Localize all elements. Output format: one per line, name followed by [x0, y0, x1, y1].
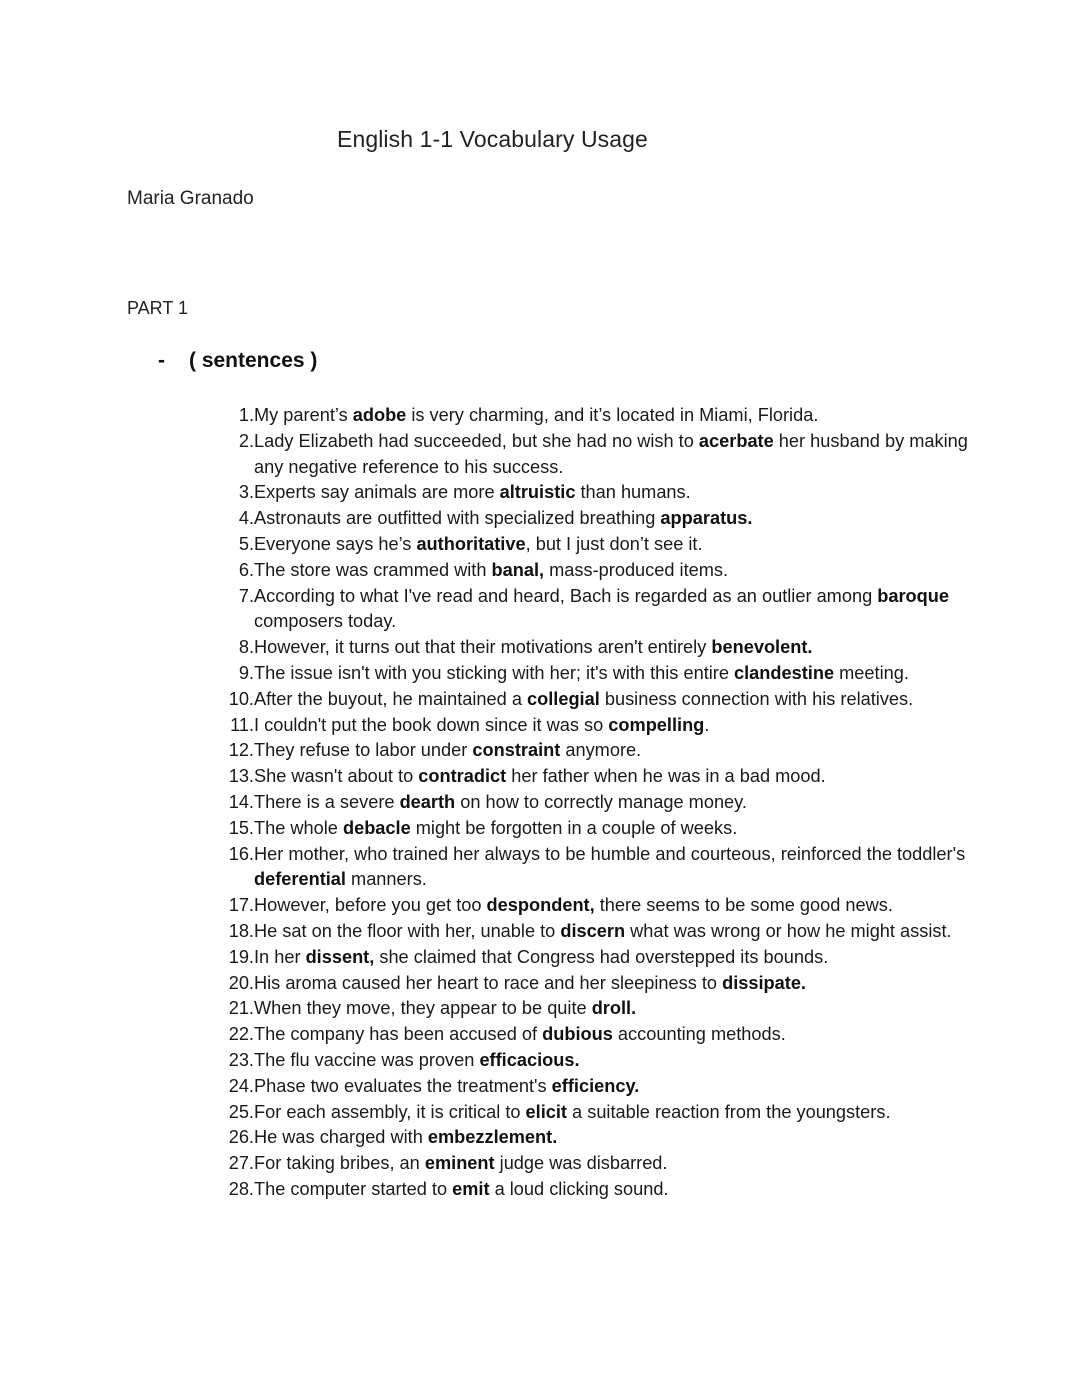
sentence-item	[216, 506, 976, 532]
sentence-text	[254, 893, 976, 919]
sentence-item	[216, 1125, 976, 1151]
sentence-pre: The issue isn't with you sticking with her; it's with this entire	[254, 662, 735, 683]
sentence-item	[216, 764, 976, 790]
sentence-number	[216, 1100, 254, 1126]
sentence-text	[254, 558, 976, 584]
sentence-number-text: 1.	[238, 405, 254, 425]
sentence-item	[216, 403, 976, 429]
sentence-number-text: 4.	[238, 508, 254, 529]
sentence-pre: My parent’s	[254, 405, 353, 425]
sentence-item	[216, 1074, 976, 1100]
sentence-item	[216, 945, 976, 971]
sentence-item	[216, 480, 976, 506]
sentence-post: she claimed that Congress had overstepped its bounds.	[374, 946, 829, 967]
sentence-text	[254, 532, 976, 558]
sentence-number	[216, 429, 254, 455]
sentence-text	[254, 764, 976, 790]
sentence-pre: When they move, they appear to be quite	[254, 998, 592, 1019]
sentence-pre: The flu vaccine was proven	[254, 1049, 480, 1070]
sentence-item	[216, 1100, 976, 1126]
sentence-text	[254, 790, 976, 816]
vocab-word: droll.	[591, 998, 637, 1019]
section-bullet	[158, 349, 317, 373]
sentence-number-text: 3.	[238, 482, 254, 503]
sentence-text	[254, 738, 976, 764]
sentence-post: anymore.	[560, 740, 642, 761]
sentence-number	[216, 971, 254, 997]
sentence-text	[254, 480, 976, 506]
vocab-word: debacle	[342, 817, 411, 838]
sentence-item	[216, 713, 976, 739]
sentence-post: might be forgotten in a couple of weeks.	[410, 817, 738, 838]
sentence-post: accounting methods.	[612, 1024, 786, 1045]
sentence-number-text: 23.	[228, 1049, 254, 1070]
sentence-text	[254, 1125, 976, 1151]
sentence-pre: Lady Elizabeth had succeeded, but she had no wish to	[254, 430, 699, 451]
part-heading: PART 1	[127, 298, 189, 318]
vocab-word: compelling	[608, 714, 705, 735]
author-name: Maria Granado	[127, 188, 254, 209]
sentence-number-text: 21.	[228, 998, 254, 1019]
sentence-number	[216, 1048, 254, 1074]
sentence-number-text: 28.	[228, 1178, 254, 1199]
sentence-post: manners.	[345, 869, 427, 890]
bullet-dash: -	[158, 349, 165, 372]
sentence-list	[216, 403, 976, 1203]
vocab-word: authoritative	[416, 533, 526, 554]
sentence-number	[216, 1151, 254, 1177]
sentence-text	[254, 1100, 976, 1126]
vocab-word: baroque	[877, 585, 949, 606]
vocab-word: emit	[452, 1178, 490, 1199]
sentence-pre: The whole	[254, 817, 343, 838]
sentence-number-text: 2.	[238, 430, 254, 451]
sentence-number-text: 14.	[228, 791, 254, 812]
sentence-pre: For each assembly, it is critical to	[254, 1101, 526, 1122]
sentence-post: is very charming, and it’s located in Miami, Florida.	[406, 405, 819, 425]
document-title: English 1-1 Vocabulary Usage	[337, 126, 648, 152]
sentence-post: on how to correctly manage money.	[455, 791, 747, 812]
sentence-item	[216, 738, 976, 764]
sentence-text	[254, 713, 976, 739]
sentence-post: , but I just don’t see it.	[525, 533, 703, 554]
sentence-pre: They refuse to labor under	[254, 740, 473, 761]
sentence-post: her husband by making any negative reference to his success.	[254, 430, 968, 477]
sentence-number	[216, 506, 254, 532]
sentence-pre: For taking bribes, an	[254, 1153, 425, 1174]
sentence-number-text: 5.	[238, 533, 254, 554]
sentence-item	[216, 919, 976, 945]
sentence-pre: Her mother, who trained her always to be humble and courteous, reinforced the toddler's	[254, 843, 966, 864]
sentence-number-text: 16.	[228, 843, 254, 864]
sentence-item	[216, 687, 976, 713]
sentence-item	[216, 635, 976, 661]
sentence-pre: The computer started to	[254, 1178, 453, 1199]
sentence-number	[216, 945, 254, 971]
sentence-item	[216, 816, 976, 842]
sentence-text	[254, 429, 976, 481]
sentence-post: mass-produced items.	[544, 559, 729, 580]
vocab-word: contradict	[418, 766, 507, 787]
vocab-word: efficacious.	[479, 1049, 580, 1070]
sentence-text	[254, 816, 976, 842]
sentence-number	[216, 1125, 254, 1151]
sentence-post: .	[704, 714, 710, 735]
sentence-pre: Phase two evaluates the treatment's	[254, 1075, 552, 1096]
sentence-pre: Astronauts are outfitted with specialized breathing	[254, 508, 661, 529]
vocab-word: constraint	[472, 740, 561, 761]
sentence-post: meeting.	[834, 662, 909, 683]
sentence-pre: Everyone says he’s	[254, 533, 417, 554]
vocab-word: dissipate.	[722, 972, 806, 993]
sentence-number-text: 8.	[238, 637, 254, 658]
sentence-number	[216, 532, 254, 558]
sentence-item	[216, 558, 976, 584]
sentence-number	[216, 635, 254, 661]
sentence-number	[216, 403, 254, 429]
sentence-pre: In her	[254, 946, 306, 967]
section-heading: ( sentences )	[189, 349, 318, 372]
sentence-text	[254, 635, 976, 661]
sentence-pre: Experts say animals are more	[254, 482, 500, 503]
sentence-number	[216, 584, 254, 610]
sentence-number-text: 13.	[228, 766, 254, 787]
sentence-number-text: 22.	[228, 1024, 254, 1045]
sentence-number-text: 9.	[238, 662, 254, 683]
sentence-text	[254, 661, 976, 687]
vocab-word: embezzlement.	[427, 1127, 558, 1148]
sentence-text	[254, 1022, 976, 1048]
sentence-number	[216, 1022, 254, 1048]
sentence-number	[216, 1074, 254, 1100]
sentence-text	[254, 687, 976, 713]
sentence-number-text: 18.	[228, 920, 254, 941]
sentence-number	[216, 661, 254, 687]
sentence-number-text: 27.	[228, 1153, 254, 1174]
sentence-number-text: 10.	[228, 688, 254, 709]
sentence-post: a loud clicking sound.	[489, 1178, 669, 1199]
sentence-item	[216, 893, 976, 919]
sentence-post: business connection with his relatives.	[599, 688, 914, 709]
sentence-post: composers today.	[254, 611, 397, 632]
sentence-item	[216, 842, 976, 894]
sentence-number	[216, 687, 254, 713]
sentence-item	[216, 584, 976, 636]
sentence-item	[216, 1151, 976, 1177]
vocab-word: deferential	[254, 869, 346, 890]
sentence-number	[216, 996, 254, 1022]
sentence-number	[216, 790, 254, 816]
sentence-item	[216, 996, 976, 1022]
sentence-number	[216, 919, 254, 945]
vocab-word: altruistic	[499, 482, 576, 503]
sentence-text	[254, 971, 976, 997]
sentence-text	[254, 1074, 976, 1100]
sentence-number-text: 11.	[230, 714, 254, 735]
sentence-text	[254, 403, 976, 429]
sentence-number-text: 20.	[228, 972, 254, 993]
sentence-number	[216, 480, 254, 506]
vocab-word: collegial	[527, 688, 600, 709]
sentence-text	[254, 945, 976, 971]
sentence-pre: The company has been accused of	[254, 1024, 543, 1045]
vocab-word: adobe	[352, 405, 407, 425]
sentence-number	[216, 764, 254, 790]
sentence-pre: He was charged with	[254, 1127, 428, 1148]
sentence-item	[216, 532, 976, 558]
sentence-text	[254, 1177, 976, 1203]
sentence-text	[254, 919, 976, 945]
vocab-word: clandestine	[734, 662, 835, 683]
sentence-pre: She wasn't about to	[254, 766, 419, 787]
sentence-pre: According to what I've read and heard, Bach is regarded as an outlier among	[254, 585, 878, 606]
vocab-word: apparatus.	[660, 508, 753, 529]
sentence-number	[216, 842, 254, 868]
sentence-post: than humans.	[575, 482, 691, 503]
sentence-text	[254, 996, 976, 1022]
sentence-number-text: 6.	[238, 559, 254, 580]
vocab-word: discern	[560, 920, 626, 941]
sentence-number-text: 17.	[228, 895, 254, 916]
vocab-word: dearth	[399, 791, 456, 812]
vocab-word: eminent	[424, 1153, 495, 1174]
sentence-pre: However, it turns out that their motivations aren't entirely	[254, 637, 712, 658]
sentence-item	[216, 1177, 976, 1203]
sentence-number-text: 12.	[228, 740, 254, 761]
sentence-number-text: 25.	[228, 1101, 254, 1122]
sentence-item	[216, 429, 976, 481]
sentence-number-text: 15.	[228, 817, 254, 838]
sentence-number-text: 24.	[228, 1075, 254, 1096]
sentence-item	[216, 790, 976, 816]
sentence-text	[254, 1048, 976, 1074]
sentence-pre: He sat on the floor with her, unable to	[254, 920, 561, 941]
vocab-word: dubious	[542, 1024, 613, 1045]
vocab-word: acerbate	[698, 430, 774, 451]
sentence-post: there seems to be some good news.	[594, 895, 893, 916]
sentence-text	[254, 584, 976, 636]
sentence-number	[216, 558, 254, 584]
sentence-item	[216, 661, 976, 687]
vocab-word: dissent,	[305, 946, 375, 967]
sentence-pre: I couldn't put the book down since it was so	[254, 714, 609, 735]
sentence-pre: However, before you get too	[254, 895, 487, 916]
sentence-number-text: 7.	[238, 585, 254, 606]
sentence-pre: After the buyout, he maintained a	[254, 688, 527, 709]
sentence-number	[216, 738, 254, 764]
sentence-item	[216, 1048, 976, 1074]
sentence-number	[216, 816, 254, 842]
sentence-pre: There is a severe	[254, 791, 400, 812]
sentence-post: judge was disbarred.	[494, 1153, 668, 1174]
sentence-pre: The store was crammed with	[254, 559, 492, 580]
sentence-post: her father when he was in a bad mood.	[506, 766, 826, 787]
sentence-number	[216, 713, 254, 739]
sentence-item	[216, 1022, 976, 1048]
sentence-pre: His aroma caused her heart to race and her sleepiness to	[254, 972, 723, 993]
vocab-word: benevolent.	[711, 637, 813, 658]
sentence-number-text: 19.	[228, 946, 254, 967]
vocab-word: banal,	[491, 559, 545, 580]
sentence-number	[216, 1177, 254, 1203]
sentence-text	[254, 1151, 976, 1177]
sentence-post: what was wrong or how he might assist.	[625, 920, 952, 941]
sentence-text	[254, 506, 976, 532]
vocab-word: efficiency.	[551, 1075, 640, 1096]
sentence-text	[254, 842, 976, 894]
sentence-number	[216, 893, 254, 919]
vocab-word: despondent,	[486, 895, 595, 916]
sentence-post: a suitable reaction from the youngsters.	[567, 1101, 891, 1122]
vocab-word: elicit	[525, 1101, 567, 1122]
sentence-number-text: 26.	[228, 1127, 254, 1148]
sentence-item	[216, 971, 976, 997]
